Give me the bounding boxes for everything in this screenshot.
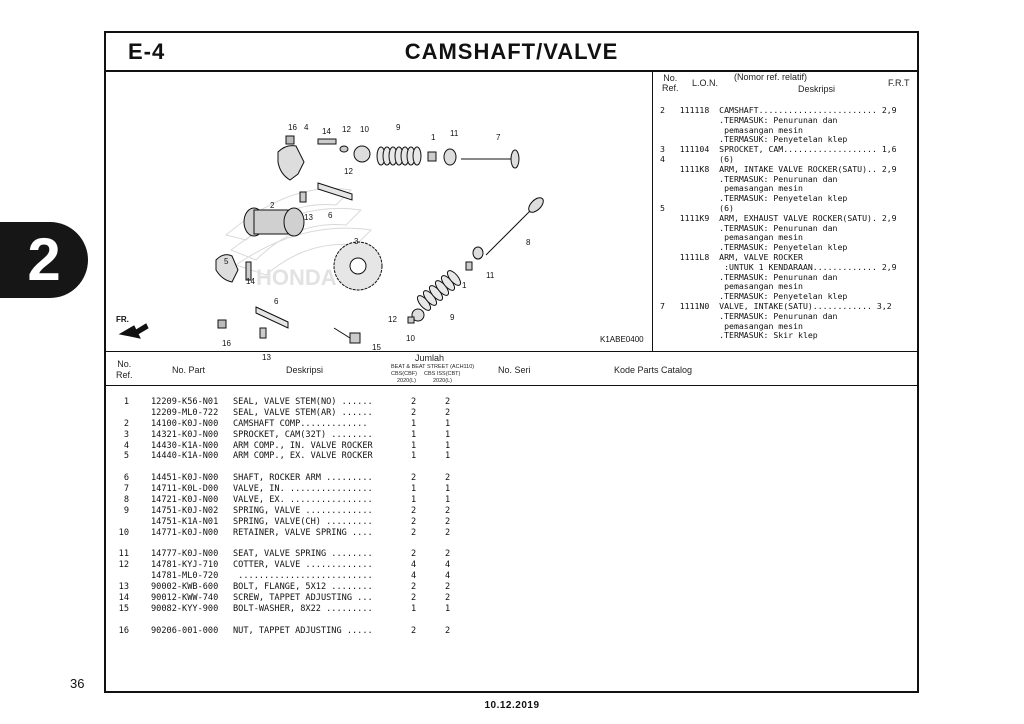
parts-cell-desc: VALVE, IN. ................ (233, 484, 373, 495)
parts-cell-b: 1 (445, 418, 451, 429)
parts-cell-desc: SEAT, VALVE SPRING ........ (233, 549, 373, 560)
parts-cell-part: 90082-KYY-900 (151, 603, 219, 614)
parts-cell-part: 14451-K0J-N00 (151, 473, 219, 484)
ref-panel (652, 70, 917, 351)
callout-number: 10 (360, 125, 369, 134)
parts-cell-a: 1 (411, 603, 417, 614)
parts-cell-ref: 4 (123, 440, 129, 451)
parts-cell-b: 2 (445, 473, 451, 484)
parts-header-col-a: CBS(CBF) (391, 371, 417, 377)
parts-cell-a: 4 (411, 560, 417, 571)
parts-cell-b: 4 (445, 571, 451, 582)
parts-cell-ref: 8 (123, 495, 129, 506)
parts-header-desc: Deskripsi (286, 365, 324, 375)
parts-cell-b: 2 (445, 397, 451, 407)
parts-cell-a: 1 (411, 418, 417, 429)
parts-cell-desc: CAMSHAFT COMP............. (233, 418, 368, 429)
parts-cell-part: 14721-K0J-N00 (151, 495, 219, 506)
ref-line: 7 1111N0 VALVE, INTAKE(SATU)............ 3,2 (660, 300, 892, 311)
parts-cell-ref: 7 (123, 484, 129, 495)
parts-cell-a: 2 (411, 582, 417, 593)
ref-line: .TERMASUK: Penyetelan klep (660, 242, 848, 253)
parts-cell-a: 2 (411, 593, 417, 604)
ref-line: 3 111104 SPROCKET, CAM................... 1,6 (660, 144, 897, 155)
footer-date: 10.12.2019 (484, 700, 540, 711)
parts-cell-b: 2 (445, 527, 451, 538)
parts-cell-a: 2 (411, 516, 417, 527)
parts-cell-b: 1 (445, 440, 451, 451)
callout-number: 6 (328, 211, 333, 220)
callout-number: 9 (396, 123, 401, 132)
parts-cell-b: 1 (445, 429, 451, 440)
parts-cell-a: 1 (411, 495, 417, 506)
parts-cell-desc: SHAFT, ROCKER ARM ......... (233, 473, 373, 484)
parts-cell-desc: SEAL, VALVE STEM(AR) ...... (233, 407, 373, 418)
parts-cell-desc: SCREW, TAPPET ADJUSTING ... (233, 593, 373, 604)
parts-cell-b: 2 (445, 407, 451, 418)
parts-cell-ref: 6 (123, 473, 129, 484)
parts-cell-b: 2 (445, 582, 451, 593)
ref-line: .TERMASUK: Penurunan dan (660, 222, 838, 233)
parts-cell-desc: SPRING, VALVE ............. (233, 505, 373, 516)
parts-cell-part: 14777-K0J-N00 (151, 549, 219, 560)
divider-parts-header (106, 385, 917, 386)
parts-cell-ref: 15 (118, 603, 129, 614)
parts-cell-b: 2 (445, 516, 451, 527)
parts-cell-desc: COTTER, VALVE ............. (233, 560, 373, 571)
parts-cell-desc: SEAL, VALVE STEM(NO) ...... (233, 397, 373, 407)
parts-cell-part: 12209-K56-N01 (151, 397, 219, 407)
parts-cell-desc: SPRING, VALVE(CH) ......... (233, 516, 373, 527)
callout-number: 8 (526, 238, 531, 247)
ref-header-lon: L.O.N. (692, 78, 719, 88)
parts-header-col-b: CBS ISS(CBT) (424, 371, 461, 377)
parts-header-no: No. Ref. (116, 359, 133, 380)
front-direction-label: FR. (116, 315, 129, 324)
callout-number: 11 (486, 271, 495, 280)
parts-cell-a: 2 (411, 625, 417, 636)
parts-cell-a: 2 (411, 407, 417, 418)
parts-cell-a: 2 (411, 473, 417, 484)
callout-number: 1 (462, 281, 467, 290)
callout-number: 14 (246, 277, 255, 286)
parts-cell-a: 1 (411, 451, 417, 462)
parts-header-catalog: Kode Parts Catalog (614, 365, 693, 375)
parts-header-model: BEAT & BEAT STREET (ACH110) (391, 364, 475, 370)
ref-line: .TERMASUK: Penyetelan klep (660, 193, 848, 204)
parts-cell-a: 2 (411, 549, 417, 560)
ref-line: .TERMASUK: Skir klep (660, 330, 818, 341)
parts-cell-part: 14781-ML0-720 (151, 571, 219, 582)
parts-cell-desc: .......................... (233, 571, 373, 582)
parts-cell-a: 1 (411, 429, 417, 440)
callout-number: 4 (304, 123, 309, 132)
callout-number: 13 (304, 213, 313, 222)
ref-header-relative: (Nomor ref. relatif) (734, 72, 808, 82)
ref-line: pemasangan mesin (660, 124, 803, 135)
callout-number: 13 (262, 353, 271, 362)
parts-header-year-b: 2020(L) (433, 378, 452, 384)
parts-cell-ref: 10 (118, 527, 129, 538)
ref-line: pemasangan mesin (660, 232, 803, 243)
parts-cell-b: 2 (445, 505, 451, 516)
ref-line: 2 111118 CAMSHAFT........................ 2,9 (660, 105, 897, 115)
parts-header-no-seri: No. Seri (498, 365, 531, 375)
parts-cell-part: 14430-K1A-N00 (151, 440, 219, 451)
parts-cell-part: 90002-KWB-600 (151, 582, 219, 593)
parts-cell-ref: 16 (118, 625, 129, 636)
parts-cell-b: 2 (445, 593, 451, 604)
callout-number: 11 (450, 129, 459, 138)
parts-cell-ref: 5 (123, 451, 129, 462)
parts-cell-desc: ARM COMP., IN. VALVE ROCKER (233, 440, 373, 451)
parts-cell-a: 1 (411, 440, 417, 451)
parts-cell-part: 14771-K0J-N00 (151, 527, 219, 538)
ref-header-no: No. Ref. (662, 73, 679, 93)
parts-cell-desc: NUT, TAPPET ADJUSTING ..... (233, 625, 373, 636)
parts-frame (104, 31, 919, 693)
parts-cell-desc: SPROCKET, CAM(32T) ........ (233, 429, 373, 440)
ref-line: .TERMASUK: Penurunan dan (660, 173, 838, 184)
callout-number: 6 (274, 297, 279, 306)
callout-number: 7 (496, 133, 501, 142)
page-title: CAMSHAFT/VALVE (404, 39, 619, 64)
parts-cell-desc: BOLT, FLANGE, 5X12 ........ (233, 582, 373, 593)
parts-cell-ref: 12 (118, 560, 129, 571)
callout-number: 12 (344, 167, 353, 176)
callout-number: 12 (342, 125, 351, 134)
parts-cell-ref: 13 (118, 582, 129, 593)
ref-line: .TERMASUK: Penyetelan klep (660, 291, 848, 302)
ref-line: .TERMASUK: Penurunan dan (660, 310, 838, 321)
parts-cell-part: 14321-K0J-N00 (151, 429, 219, 440)
parts-cell-b: 2 (445, 625, 451, 636)
ref-line: pemasangan mesin (660, 281, 803, 292)
callout-number: 2 (270, 201, 275, 210)
chapter-tab: 2 (0, 222, 88, 298)
ref-line: pemasangan mesin (660, 183, 803, 194)
parts-header-year-a: 2020(L) (397, 378, 416, 384)
callout-number: 12 (388, 315, 397, 324)
section-code: E-4 (128, 39, 166, 64)
callout-number: 16 (222, 339, 231, 348)
parts-header-part: No. Part (172, 365, 206, 375)
parts-cell-part: 14440-K1A-N00 (151, 451, 219, 462)
parts-cell-desc: ARM COMP., EX. VALVE ROCKER (233, 451, 373, 462)
parts-cell-part: 14781-KYJ-710 (151, 560, 219, 571)
callout-number: 16 (288, 123, 297, 132)
ref-line: 1111K9 ARM, EXHAUST VALVE ROCKER(SATU). 2,9 (660, 212, 897, 223)
callout-number: 1 (431, 133, 436, 142)
callout-number: 10 (406, 334, 415, 343)
parts-cell-part: 90012-KWW-740 (151, 593, 219, 604)
parts-cell-ref: 11 (118, 549, 129, 560)
diagram-code: K1ABE0400 (600, 335, 644, 344)
callout-number: 15 (372, 343, 381, 352)
parts-cell-ref: 14 (118, 593, 129, 604)
callout-number: 5 (224, 257, 229, 266)
callout-number: 14 (322, 127, 331, 136)
ref-header-frt: F.R.T (888, 78, 910, 88)
parts-cell-desc: BOLT-WASHER, 8X22 ......... (233, 603, 373, 614)
parts-cell-b: 4 (445, 560, 451, 571)
parts-cell-b: 1 (445, 603, 451, 614)
parts-cell-a: 1 (411, 484, 417, 495)
parts-cell-a: 2 (411, 397, 417, 407)
parts-cell-part: 14751-K0J-N02 (151, 505, 219, 516)
ref-body (660, 106, 915, 341)
ref-line: 5 (6) (660, 202, 734, 213)
ref-line: .TERMASUK: Penurunan dan (660, 114, 838, 125)
parts-cell-a: 4 (411, 571, 417, 582)
ref-line: .TERMASUK: Penurunan dan (660, 271, 838, 282)
parts-cell-part: 90206-001-000 (151, 625, 219, 636)
callout-number: 3 (354, 237, 359, 246)
svg-text:HONDA: HONDA (256, 265, 337, 290)
parts-cell-desc: VALVE, EX. ................ (233, 495, 373, 506)
ref-line: 1111L8 ARM, VALVE ROCKER (660, 251, 803, 262)
parts-cell-ref: 9 (123, 505, 129, 516)
parts-cell-part: 14751-K1A-N01 (151, 516, 219, 527)
parts-cell-ref: 1 (123, 397, 129, 407)
parts-header-jumlah: Jumlah (415, 353, 445, 363)
parts-cell-desc: RETAINER, VALVE SPRING .... (233, 527, 373, 538)
parts-cell-b: 2 (445, 549, 451, 560)
divider-diagram (106, 351, 917, 352)
ref-line: pemasangan mesin (660, 320, 803, 331)
page-header (106, 33, 917, 72)
ref-line: 4 (6) (660, 153, 734, 164)
ref-line: :UNTUK 1 KENDARAAN............. 2,9 (660, 261, 897, 272)
ref-header-desc: Deskripsi (798, 84, 836, 94)
parts-cell-part: 14711-K0L-D00 (151, 484, 219, 495)
callout-number: 9 (450, 313, 455, 322)
parts-cell-ref: 2 (123, 418, 129, 429)
parts-cell-part: 12209-ML0-722 (151, 407, 219, 418)
parts-cell-a: 2 (411, 505, 417, 516)
parts-cell-b: 1 (445, 451, 451, 462)
parts-cell-part: 14100-K0J-N00 (151, 418, 219, 429)
ref-line: 1111K8 ARM, INTAKE VALVE ROCKER(SATU).. 2,9 (660, 163, 897, 174)
parts-cell-ref: 3 (123, 429, 129, 440)
page-number: 36 (70, 676, 85, 691)
parts-cell-a: 2 (411, 527, 417, 538)
parts-cell-b: 1 (445, 495, 451, 506)
ref-line: .TERMASUK: Penyetelan klep (660, 134, 848, 145)
parts-cell-b: 1 (445, 484, 451, 495)
